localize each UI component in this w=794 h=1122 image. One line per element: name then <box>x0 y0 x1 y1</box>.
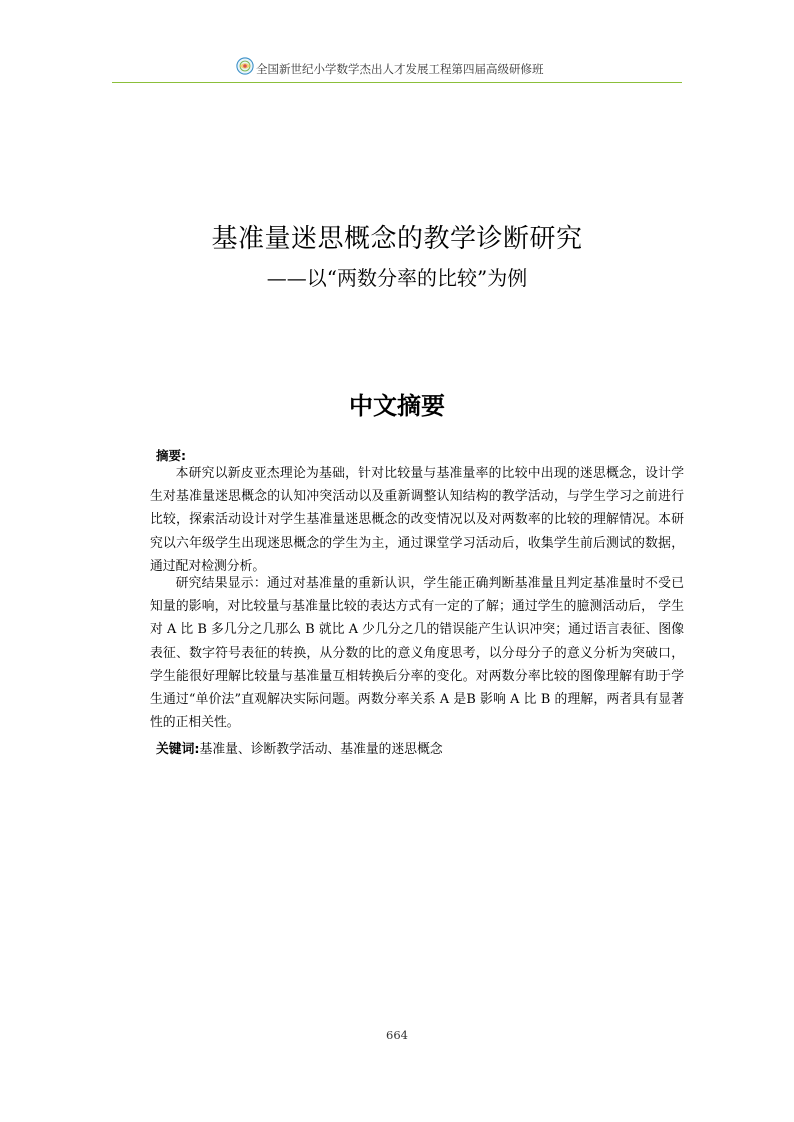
keywords-value: 基准量、诊断教学活动、基准量的迷思概念 <box>199 742 443 757</box>
abstract-paragraph-2 <box>150 572 684 734</box>
globe-logo-icon <box>236 57 254 75</box>
paper-title: 基准量迷思概念的教学诊断研究 <box>211 224 583 254</box>
abstract-heading: 中文摘要 <box>349 392 445 420</box>
paper-subtitle: ——以“两数分率的比较”为例 <box>266 266 528 290</box>
abstract-label: 摘要: <box>156 448 186 463</box>
keywords-line <box>156 738 443 757</box>
header-text: 全国新世纪小学数学杰出人才发展工程第四届高级研修班 <box>256 62 544 76</box>
running-header <box>112 56 682 83</box>
paragraph-text: 本研究以新皮亚杰理论为基础，针对比较量与基准量率的比较中出现的迷思概念，设计学生对基准量迷思概念的认知冲突活动以及重新调整认知结构的教学活动，与学生学习之前进行比较，探索活动设计对学生基准量迷思概念的改变情况以及对两数率的比较的理解情况。本研究以六年级学生出现迷思概念的学生为主，通过课堂学习活动后，收集学生前后测试的数据，通过配对检测分析。 <box>150 466 684 574</box>
page-number: 664 <box>386 1028 408 1042</box>
abstract-paragraph-1 <box>150 462 684 578</box>
keywords-label: 关键词: <box>156 742 200 757</box>
paragraph-text: 研究结果显示：通过对基准量的重新认识，学生能正确判断基准量且判定基准量时不受已知量的影响，对比较量与基准量比较的表达方式有一定的了解；通过学生的臆测活动后， 学生对 A 比 B 多几分之几那么 B 就比 A 少几分之几的错误能产生认识冲突；通过语言表征、图像表征、数字符号表征的转换，从分数的比的意义角度思考，以分母分子的意义分析为突破口，学生能很好理解比较量与基准量互相转换后分率的变化。对两数分率比较的图像理解有助于学生通过“单价法”直观解决实际问题。两数分率关系 A 是B 影响 A 比 B 的理解，两者具有显著性的正相关性。 <box>150 576 684 731</box>
